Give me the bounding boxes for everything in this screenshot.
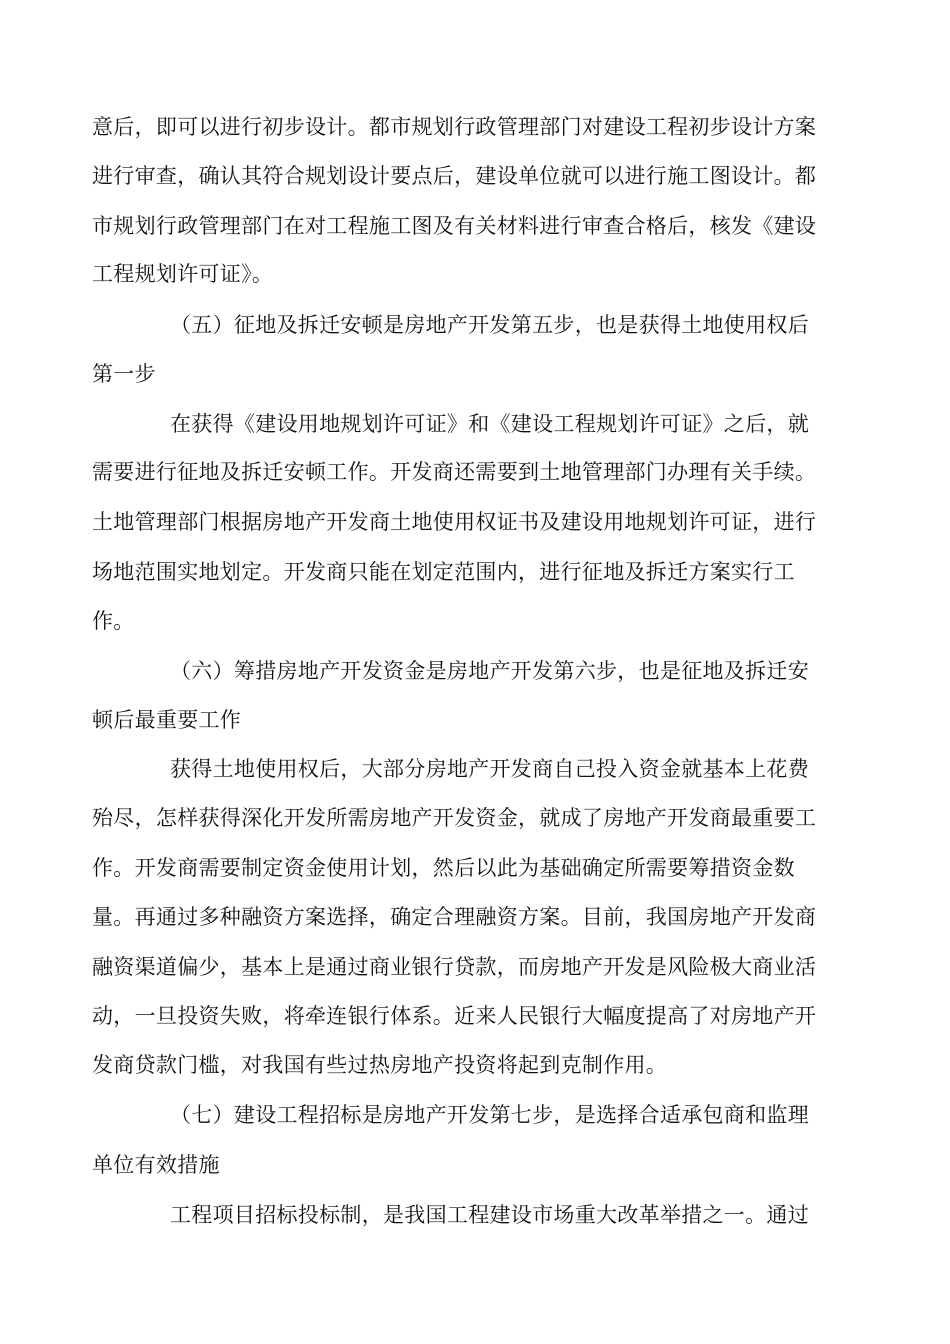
body-line: 在获得《建设用地规划许可证》和《建设工程规划许可证》之后，就 (170, 412, 809, 436)
section-heading-7: （七）建设工程招标是房地产开发第七步，是选择合适承包商和监理 (170, 1103, 809, 1127)
body-line: 获得土地使用权后，大部分房地产开发商自己投入资金就基本上花费 (170, 757, 809, 781)
body-line: 融资渠道偏少，基本上是通过商业银行贷款，而房地产开发是风险极大商业活 (92, 955, 817, 979)
body-line: 场地范围实地划定。开发商只能在划定范围内，进行征地及拆迁方案实行工 (92, 560, 795, 584)
section-heading-6: （六）筹措房地产开发资金是房地产开发第六步，也是征地及拆迁安 (170, 659, 809, 683)
body-line: 工程项目招标投标制，是我国工程建设市场重大改革举措之一。通过 (170, 1203, 809, 1227)
body-line: 殆尽，怎样获得深化开发所需房地产开发资金，就成了房地产开发商最重要工 (92, 806, 817, 830)
body-line: 作。 (92, 609, 135, 633)
section-heading-5-cont: 第一步 (92, 362, 156, 386)
body-line: 市规划行政管理部门在对工程施工图及有关材料进行审查合格后，核发《建设 (92, 214, 817, 238)
body-line: 进行审查，确认其符合规划设计要点后，建设单位就可以进行施工图设计。都 (92, 164, 817, 188)
body-line: 意后，即可以进行初步设计。都市规划行政管理部门对建设工程初步设计方案 (92, 115, 817, 139)
section-heading-7-cont: 单位有效措施 (92, 1153, 220, 1177)
section-heading-6-cont: 顿后最重要工作 (92, 708, 242, 732)
section-heading-5: （五）征地及拆迁安顿是房地产开发第五步，也是获得土地使用权后 (170, 313, 809, 337)
body-line: 工程规划许可证》。 (92, 262, 274, 286)
body-line: 作。开发商需要制定资金使用计划，然后以此为基础确定所需要筹措资金数 (92, 856, 795, 880)
body-line: 量。再通过多种融资方案选择，确定合理融资方案。目前，我国房地产开发商 (92, 905, 817, 929)
body-line: 发商贷款门槛，对我国有些过热房地产投资将起到克制作用。 (92, 1053, 668, 1077)
body-line: 土地管理部门根据房地产开发商土地使用权证书及建设用地规划许可证，进行 (92, 510, 817, 534)
body-line: 需要进行征地及拆迁安顿工作。开发商还需要到土地管理部门办理有关手续。 (92, 460, 817, 484)
body-line: 动，一旦投资失败，将牵连银行体系。近来人民银行大幅度提高了对房地产开 (92, 1004, 817, 1028)
